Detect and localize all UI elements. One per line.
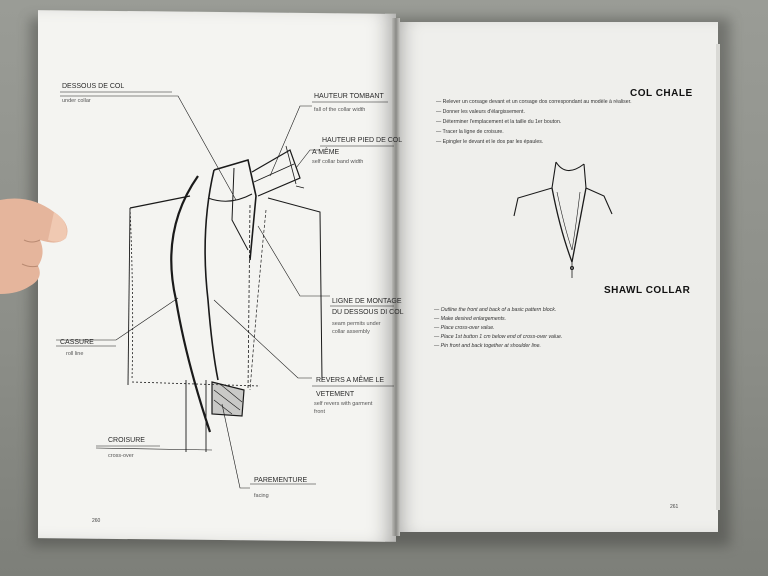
label-roll: CASSURE xyxy=(60,339,94,346)
label-cross-over-en: cross-over xyxy=(108,453,134,459)
label-revers: REVERS A MÊME LE xyxy=(316,377,385,384)
step-fr-5: — Epingler le devant et le dos par les épaules. xyxy=(436,139,544,145)
label-seam-2: DU DESSOUS DI COL xyxy=(332,309,404,316)
label-revers-en-2: front xyxy=(314,409,326,415)
title-col-chale: COL CHALE xyxy=(630,88,693,99)
label-cross-over: CROISURE xyxy=(108,437,145,444)
label-facing-en: facing xyxy=(254,493,269,499)
label-revers-2: VETEMENT xyxy=(316,391,355,398)
step-en-2: — Make desired enlargements. xyxy=(434,316,507,322)
label-seam-en-2: collar assembly xyxy=(332,329,370,335)
step-fr-4: — Tracer la ligne de croisure. xyxy=(436,129,504,135)
step-fr-3: — Déterminer l'emplacement et la taille du 1er bouton. xyxy=(436,119,562,125)
step-en-3: — Place cross-over value. xyxy=(434,325,495,331)
label-under-collar-en: under collar xyxy=(62,98,91,104)
label-fall-en: fall of the collar width xyxy=(314,107,366,113)
label-stand-2: A MÊME xyxy=(312,149,340,156)
label-fall: HAUTEUR TOMBANT xyxy=(314,93,384,100)
step-fr-2: — Donner les valeurs d'élargissement. xyxy=(436,109,525,115)
page-number-left: 260 xyxy=(92,518,101,524)
step-fr-1: — Relever un corsage devant et un corsage dos correspondant au modèle à réaliser. xyxy=(436,99,632,105)
hand-holding-book xyxy=(0,194,72,298)
step-en-5: — Pin front and back together at shoulder line. xyxy=(434,343,541,349)
step-en-1: — Outline the front and back of a basic pattern block. xyxy=(434,307,557,313)
label-revers-en: self revers with garment xyxy=(314,401,373,407)
title-shawl-collar: SHAWL COLLAR xyxy=(604,285,691,296)
page-number-right: 261 xyxy=(670,504,679,510)
label-seam: LIGNE DE MONTAGE xyxy=(332,298,402,305)
label-stand: HAUTEUR PIED DE COL xyxy=(322,137,403,144)
label-under-collar: DESSOUS DE COL xyxy=(62,83,125,90)
label-stand-en: self collar band width xyxy=(312,159,364,165)
step-en-4: — Place 1st button 1 cm below end of cross-over value. xyxy=(434,334,563,340)
label-facing: PAREMENTURE xyxy=(254,477,308,484)
label-seam-en: seam permits under xyxy=(332,321,381,327)
label-roll-en: roll line xyxy=(66,351,84,357)
